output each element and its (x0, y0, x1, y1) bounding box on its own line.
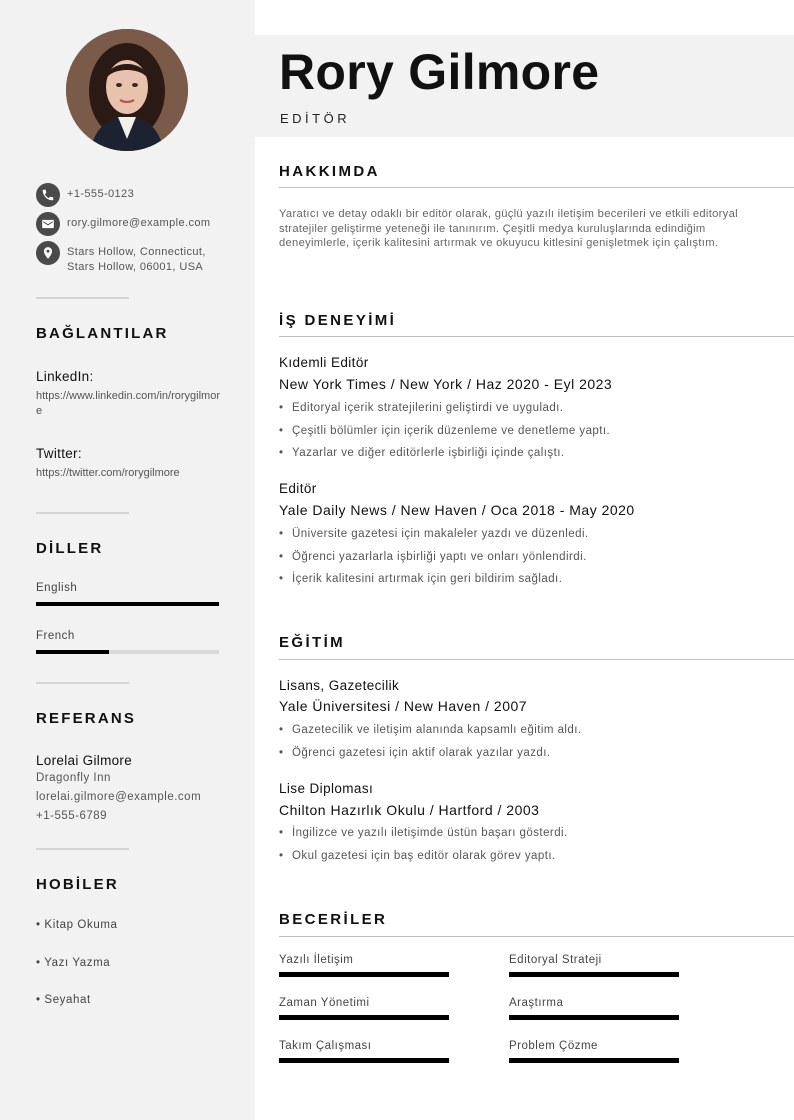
job-bullet: • Üniversite gazetesi için makaleler yazdı ve düzenledi. (279, 528, 589, 540)
language-level-bar (36, 650, 219, 654)
skill-level-bar (509, 1015, 679, 1020)
sidebar-divider (36, 297, 129, 299)
skill-name: Takım Çalışması (279, 1040, 372, 1052)
contact-address (36, 241, 206, 275)
job-title: Kıdemli Editör (279, 355, 369, 370)
hobby-item: • Yazı Yazma (36, 957, 111, 969)
job-bullet: • İçerik kalitesini artırmak için geri bildirim sağladı. (279, 573, 562, 585)
address-text (67, 245, 206, 275)
section-divider (279, 187, 794, 188)
skill-level-fill (509, 972, 679, 977)
skill-name: Editoryal Strateji (509, 954, 602, 966)
skill-level-bar (279, 1015, 449, 1020)
education-bullet: • Gazetecilik ve iletişim alanında kapsamlı eğitim aldı. (279, 724, 582, 736)
sidebar-divider (36, 682, 129, 684)
skill-level-bar (279, 972, 449, 977)
reference-name: Lorelai Gilmore (36, 753, 133, 768)
education-meta: Yale Üniversitesi / New Haven / 2007 (279, 698, 528, 714)
skill-name: Yazılı İletişim (279, 954, 354, 966)
reference-phone: +1-555-6789 (36, 810, 108, 822)
skill-level-fill (509, 1058, 679, 1063)
location-pin-icon (36, 241, 60, 265)
phone-text: +1-555-0123 (67, 188, 135, 200)
job-bullet: • Çeşitli bölümler için içerik düzenleme ve denetleme yaptı. (279, 425, 610, 437)
education-bullet: • Okul gazetesi için baş editör olarak görev yaptı. (279, 850, 556, 862)
hobbies-heading: HOBİLER (36, 876, 119, 893)
job-meta: New York Times / New York / Haz 2020 - Eyl 2023 (279, 376, 613, 392)
languages-heading: DİLLER (36, 540, 104, 557)
job-meta: Yale Daily News / New Haven / Oca 2018 - May 2020 (279, 502, 635, 518)
sidebar (0, 0, 255, 1120)
skill-name: Problem Çözme (509, 1040, 598, 1052)
about-text: Yaratıcı ve detay odaklı bir editör olarak, güçlü yazılı iletişim becerileri ve etkili editoryal stratejiler geliştirme yeteneği ile tanınırım. Çeşitli medya kuruluşlarında edindiğim deneyimlerle, içerik kalitesini artırmak ve okuyucu kitlesini genişletmek için çalıştım. (279, 208, 738, 250)
reference-company: Dragonfly Inn (36, 772, 111, 784)
reference-heading: REFERANS (36, 710, 137, 727)
experience-heading: İŞ DENEYİMİ (279, 312, 397, 329)
education-bullet: • İngilizce ve yazılı iletişimde üstün başarı gösterdi. (279, 827, 568, 839)
skill-level-bar (509, 1058, 679, 1063)
job-title: Editör (279, 481, 317, 496)
phone-icon (36, 183, 60, 207)
language-name: English (36, 582, 78, 594)
sidebar-divider (36, 848, 129, 850)
skill-level-bar (509, 972, 679, 977)
language-level-bar (36, 602, 219, 606)
education-meta: Chilton Hazırlık Okulu / Hartford / 2003 (279, 802, 540, 818)
job-title-heading: EDİTÖR (280, 111, 351, 126)
about-heading: HAKKIMDA (279, 163, 380, 180)
job-bullet: • Yazarlar ve diğer editörlerle işbirliği içinde çalıştı. (279, 447, 565, 459)
education-bullet: • Öğrenci gazetesi için aktif olarak yazılar yazdı. (279, 747, 551, 759)
hobby-item: • Seyahat (36, 994, 91, 1006)
skill-level-fill (279, 1058, 449, 1063)
person-name: Rory Gilmore (279, 44, 600, 100)
skill-level-fill (509, 1015, 679, 1020)
skill-level-fill (279, 1015, 449, 1020)
reference-email[interactable]: lorelai.gilmore@example.com (36, 791, 202, 803)
job-bullet: • Editoryal içerik stratejilerini geliştirdi ve uyguladı. (279, 402, 563, 414)
language-name: French (36, 630, 75, 642)
linkedin-label: LinkedIn: (36, 369, 94, 384)
email-icon (36, 212, 60, 236)
section-divider (279, 659, 794, 660)
sidebar-divider (36, 512, 129, 514)
education-title: Lisans, Gazetecilik (279, 678, 400, 693)
education-heading: EĞİTİM (279, 634, 346, 651)
twitter-label: Twitter: (36, 446, 82, 461)
contact-email (36, 212, 210, 236)
linkedin-link[interactable]: https://www.linkedin.com/in/rorygilmore (36, 390, 221, 417)
job-bullet: • Öğrenci yazarlarla işbirliği yaptı ve onları yönlendirdi. (279, 551, 587, 563)
skill-name: Araştırma (509, 997, 564, 1009)
portrait-illustration (66, 29, 188, 151)
language-level-fill (36, 650, 109, 654)
contact-phone (36, 183, 134, 207)
section-divider (279, 336, 794, 337)
address-line-2: Stars Hollow, 06001, USA (67, 261, 204, 273)
skill-level-bar (279, 1058, 449, 1063)
skill-level-fill (279, 972, 449, 977)
language-level-fill (36, 602, 219, 606)
twitter-link[interactable]: https://twitter.com/rorygilmore (36, 467, 180, 479)
links-heading: BAĞLANTILAR (36, 325, 169, 342)
profile-photo (66, 29, 188, 151)
resume-header (255, 35, 794, 137)
skill-name: Zaman Yönetimi (279, 997, 370, 1009)
section-divider (279, 936, 794, 937)
hobby-item: • Kitap Okuma (36, 919, 118, 931)
skills-heading: BECERİLER (279, 911, 388, 928)
address-line-1: Stars Hollow, Connecticut, (67, 246, 206, 258)
education-title: Lise Diploması (279, 781, 374, 796)
email-text[interactable]: rory.gilmore@example.com (67, 217, 211, 229)
